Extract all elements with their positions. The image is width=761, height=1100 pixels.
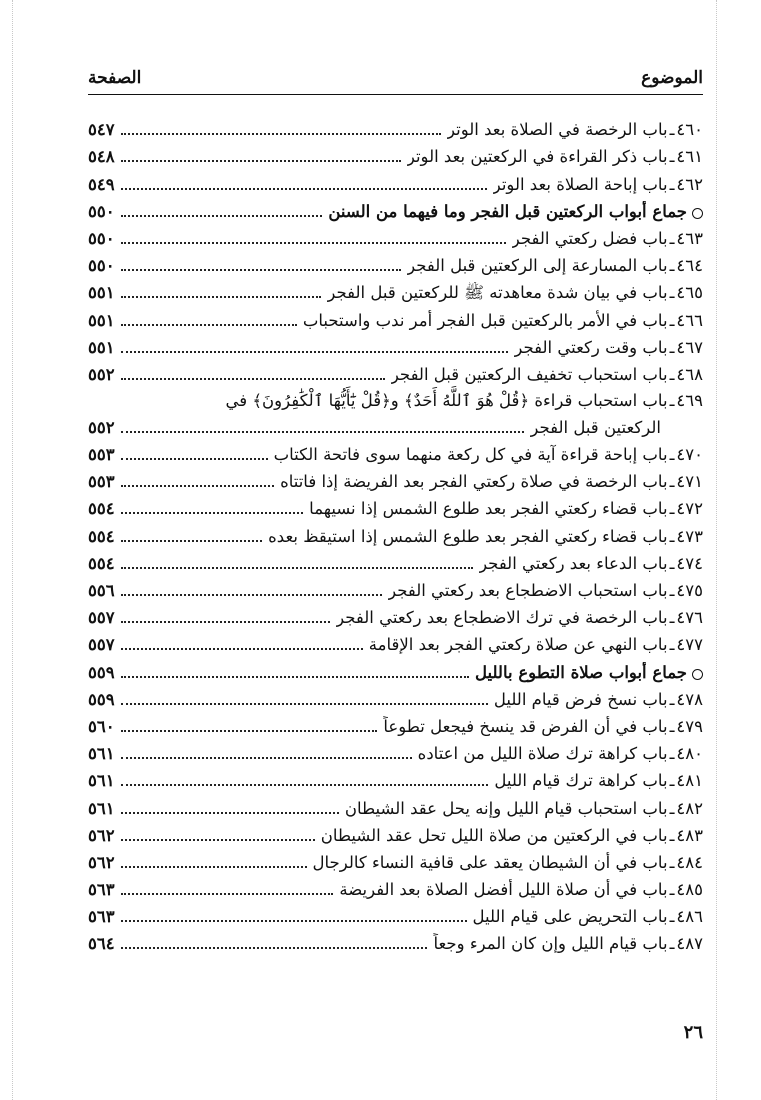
entry-number: ٤٧٤ xyxy=(676,553,703,573)
entry-separator: ـ xyxy=(669,364,675,384)
entry-title: باب قضاء ركعتي الفجر بعد طلوع الشمس إذا استيقظ بعده xyxy=(268,526,668,546)
entry-separator: ـ xyxy=(669,120,675,140)
entry-title: باب في الركعتين من صلاة الليل تحل عقد الشيطان xyxy=(320,825,668,845)
entry-number: ٤٧٩ xyxy=(676,716,703,736)
entry-separator: ـ xyxy=(669,228,675,248)
table-of-contents xyxy=(88,114,703,955)
entry-page-number: ٥٥٩ xyxy=(88,662,115,682)
toc-entry xyxy=(88,874,703,901)
dot-leader xyxy=(121,594,383,596)
entry-title: باب في الأمر بالركعتين قبل الفجر أمر ندب واستحباب xyxy=(302,310,668,330)
dot-leader xyxy=(121,839,315,841)
dot-leader xyxy=(121,512,304,514)
entry-number: ٤٦٧ xyxy=(676,337,703,357)
entry-number: ٤٨٥ xyxy=(676,880,703,900)
entry-title: باب كراهة ترك قيام الليل xyxy=(494,771,668,791)
toc-entry xyxy=(88,493,703,520)
dot-leader xyxy=(121,269,402,271)
entry-page-number: ٥٥٩ xyxy=(88,689,115,709)
entry-separator: ـ xyxy=(669,635,675,655)
toc-entry xyxy=(88,168,703,195)
entry-number: ٤٨٤ xyxy=(676,852,703,872)
entry-page-number: ٥٥٠ xyxy=(88,201,115,221)
entry-title: باب النهي عن صلاة ركعتي الفجر بعد الإقامة xyxy=(368,635,668,655)
entry-separator: ـ xyxy=(669,852,675,872)
dot-leader xyxy=(121,324,297,326)
toc-entry xyxy=(88,141,703,168)
entry-separator: ـ xyxy=(669,689,675,709)
entry-page-number: ٥٦١ xyxy=(88,798,115,818)
dot-leader xyxy=(121,485,274,487)
toc-entry xyxy=(88,711,703,738)
entry-page-number: ٥٥٣ xyxy=(88,445,115,465)
entry-page-number: ٥٥١ xyxy=(88,337,115,357)
entry-separator: ـ xyxy=(669,445,675,465)
entry-page-number: ٥٦١ xyxy=(88,744,115,764)
dot-leader xyxy=(121,621,331,623)
toc-entry xyxy=(88,792,703,819)
entry-page-number: ٥٥٧ xyxy=(88,635,115,655)
toc-entry xyxy=(88,847,703,874)
entry-page-number: ٥٦١ xyxy=(88,771,115,791)
entry-number: ٤٦٥ xyxy=(676,283,703,303)
toc-entry xyxy=(88,575,703,602)
entry-number: ٤٨٠ xyxy=(676,744,703,764)
toc-entry xyxy=(88,359,703,386)
toc-entry xyxy=(88,738,703,765)
entry-number: ٤٨٢ xyxy=(676,798,703,818)
dot-leader xyxy=(121,378,385,380)
entry-number: ٤٧٢ xyxy=(676,499,703,519)
entry-number: ٤٧١ xyxy=(676,472,703,492)
entry-page-number: ٥٦٢ xyxy=(88,852,115,872)
dot-leader xyxy=(121,812,339,814)
entry-page-number: ٥٥١ xyxy=(88,283,115,303)
entry-number: ٤٧٣ xyxy=(676,526,703,546)
dot-leader xyxy=(121,757,412,759)
page-column-label: الصفحة xyxy=(88,68,142,88)
entry-page-number: ٥٥٤ xyxy=(88,499,115,519)
toc-entry xyxy=(88,684,703,711)
entry-title: باب في أن صلاة الليل أفضل الصلاة بعد الفريضة xyxy=(339,880,668,900)
dot-leader xyxy=(121,188,487,190)
entry-title: باب قضاء ركعتي الفجر بعد طلوع الشمس إذا نسيهما xyxy=(309,499,668,519)
entry-title: باب استحباب الاضطجاع بعد ركعتي الفجر xyxy=(388,581,668,600)
entry-separator: ـ xyxy=(669,147,675,167)
entry-page-number: ٥٤٨ xyxy=(88,147,115,167)
entry-title: باب الرخصة في الصلاة بعد الوتر xyxy=(447,120,668,140)
dot-leader xyxy=(121,676,469,678)
entry-title-continuation: الركعتين قبل الفجر xyxy=(530,417,661,437)
dot-leader xyxy=(121,947,428,949)
entry-title: باب في أن الفرض قد ينسخ فيجعل تطوعاً xyxy=(383,716,668,736)
toc-entry-continuation xyxy=(88,412,703,439)
entry-separator: ـ xyxy=(669,526,675,546)
entry-title: باب استحباب قيام الليل وإنه يحل عقد الشيطان xyxy=(344,798,668,818)
entry-separator: ـ xyxy=(669,934,675,954)
toc-entry xyxy=(88,386,703,412)
entry-page-number: ٥٦٤ xyxy=(88,934,115,954)
entry-title: جماع أبواب صلاة التطوع بالليل xyxy=(475,662,687,682)
entry-page-number: ٥٥٤ xyxy=(88,526,115,546)
toc-entry xyxy=(88,820,703,847)
toc-entry xyxy=(88,548,703,575)
entry-number: ٤٦١ xyxy=(676,147,703,167)
entry-separator: ـ xyxy=(669,256,675,276)
entry-number: ٤٨١ xyxy=(676,771,703,791)
entry-page-number: ٥٦٣ xyxy=(88,880,115,900)
toc-entry xyxy=(88,602,703,629)
entry-separator: ـ xyxy=(669,337,675,357)
entry-title: باب فضل ركعتي الفجر xyxy=(511,228,668,248)
entry-page-number: ٥٦٠ xyxy=(88,716,115,736)
dot-leader xyxy=(121,920,467,922)
dot-leader xyxy=(121,242,506,244)
entry-separator: ـ xyxy=(669,553,675,573)
entry-title: باب إباحة قراءة آية في كل ركعة منهما سوى فاتحة الكتاب xyxy=(273,445,668,465)
dot-leader xyxy=(121,160,401,162)
toc-section-heading xyxy=(88,656,703,683)
toc-entry xyxy=(88,466,703,493)
entry-number: ٤٨٦ xyxy=(676,907,703,927)
entry-title: باب كراهة ترك صلاة الليل من اعتاده xyxy=(417,744,668,764)
entry-page-number: ٥٥٢ xyxy=(88,417,115,437)
circle-bullet-icon xyxy=(692,208,703,219)
entry-title: باب في بيان شدة معاهدته ﷺ للركعتين قبل الفجر xyxy=(327,283,668,303)
dot-leader xyxy=(121,567,473,569)
entry-page-number: ٥٥٠ xyxy=(88,228,115,248)
entry-separator: ـ xyxy=(669,771,675,791)
dot-leader xyxy=(121,431,525,433)
entry-title: باب ذكر القراءة في الركعتين بعد الوتر xyxy=(406,147,668,167)
entry-separator: ـ xyxy=(669,608,675,628)
toc-entry xyxy=(88,520,703,547)
entry-number: ٤٦٢ xyxy=(676,174,703,194)
entry-page-number: ٥٥٦ xyxy=(88,581,115,600)
toc-entry xyxy=(88,928,703,955)
dot-leader xyxy=(121,893,334,895)
toc-entry xyxy=(88,304,703,331)
scan-margin-line xyxy=(12,0,13,1100)
toc-header xyxy=(88,66,703,95)
entry-title: باب المسارعة إلى الركعتين قبل الفجر xyxy=(407,256,668,276)
entry-number: ٤٦٤ xyxy=(676,256,703,276)
dot-leader xyxy=(121,296,322,298)
entry-separator: ـ xyxy=(669,472,675,492)
toc-entry xyxy=(88,277,703,304)
entry-title: باب الدعاء بعد ركعتي الفجر xyxy=(479,553,668,573)
entry-number: ٤٦٩ xyxy=(676,390,703,410)
toc-entry xyxy=(88,223,703,250)
entry-page-number: ٥٥٧ xyxy=(88,608,115,628)
dot-leader xyxy=(121,703,488,705)
entry-separator: ـ xyxy=(669,907,675,927)
dot-leader xyxy=(121,648,363,650)
dot-leader xyxy=(121,784,489,786)
entry-page-number: ٥٥٤ xyxy=(88,553,115,573)
entry-separator: ـ xyxy=(669,499,675,519)
page-number: ٢٦ xyxy=(683,1022,703,1043)
entry-title: باب استحباب قراءة ﴿قُلْ هُوَ ٱللَّهُ أَحَدٌ﴾ و﴿قُلْ يَٰٓأَيُّهَا ٱلْكَٰفِرُونَ﴾ في xyxy=(225,390,668,410)
scan-margin-line xyxy=(716,0,717,1100)
entry-number: ٤٧٠ xyxy=(676,445,703,465)
dot-leader xyxy=(121,133,441,135)
entry-title: باب وقت ركعتي الفجر xyxy=(514,337,668,357)
dot-leader xyxy=(121,866,307,868)
entry-separator: ـ xyxy=(669,744,675,764)
dot-leader xyxy=(121,540,263,542)
toc-section-heading xyxy=(88,196,703,223)
entry-separator: ـ xyxy=(669,174,675,194)
entry-title: باب الرخصة في ترك الاضطجاع بعد ركعتي الفجر xyxy=(336,608,668,628)
entry-number: ٤٧٧ xyxy=(676,635,703,655)
dot-leader xyxy=(121,458,268,460)
topic-column-label: الموضوع xyxy=(641,68,703,88)
dot-leader xyxy=(121,730,378,732)
entry-page-number: ٥٥٢ xyxy=(88,364,115,384)
entry-title: باب التحريض على قيام الليل xyxy=(472,907,668,927)
entry-separator: ـ xyxy=(669,716,675,736)
entry-page-number: ٥٤٧ xyxy=(88,120,115,140)
toc-entry xyxy=(88,439,703,466)
entry-title: جماع أبواب الركعتين قبل الفجر وما فيهما من السنن xyxy=(328,201,687,221)
entry-page-number: ٥٥٣ xyxy=(88,472,115,492)
entry-separator: ـ xyxy=(669,581,675,600)
entry-page-number: ٥٥١ xyxy=(88,310,115,330)
entry-title: باب إباحة الصلاة بعد الوتر xyxy=(492,174,668,194)
toc-entry xyxy=(88,332,703,359)
toc-entry xyxy=(88,114,703,141)
entry-number: ٤٨٧ xyxy=(676,934,703,954)
entry-number: ٤٦٠ xyxy=(676,120,703,140)
entry-number: ٤٦٣ xyxy=(676,228,703,248)
entry-title: باب نسخ فرض قيام الليل xyxy=(493,689,668,709)
entry-number: ٤٦٨ xyxy=(676,364,703,384)
entry-title: باب استحباب تخفيف الركعتين قبل الفجر xyxy=(390,364,668,384)
entry-separator: ـ xyxy=(669,798,675,818)
entry-page-number: ٥٤٩ xyxy=(88,174,115,194)
entry-title: باب الرخصة في صلاة ركعتي الفجر بعد الفريضة إذا فاتتاه xyxy=(280,472,668,492)
entry-page-number: ٥٥٠ xyxy=(88,256,115,276)
entry-number: ٤٨٣ xyxy=(676,825,703,845)
entry-number: ٤٧٨ xyxy=(676,689,703,709)
entry-separator: ـ xyxy=(669,390,675,410)
dot-leader xyxy=(121,351,509,353)
toc-entry xyxy=(88,765,703,792)
entry-page-number: ٥٦٢ xyxy=(88,825,115,845)
entry-separator: ـ xyxy=(669,310,675,330)
entry-page-number: ٥٦٣ xyxy=(88,907,115,927)
entry-separator: ـ xyxy=(669,283,675,303)
circle-bullet-icon xyxy=(692,669,703,680)
entry-separator: ـ xyxy=(669,880,675,900)
entry-number: ٤٦٦ xyxy=(676,310,703,330)
dot-leader xyxy=(121,215,323,217)
entry-number: ٤٧٥ xyxy=(676,581,703,600)
entry-separator: ـ xyxy=(669,825,675,845)
entry-title: باب قيام الليل وإن كان المرء وجعاً xyxy=(433,934,668,954)
toc-entry xyxy=(88,629,703,656)
entry-title: باب في أن الشيطان يعقد على قافية النساء كالرجال xyxy=(312,852,668,872)
entry-number: ٤٧٦ xyxy=(676,608,703,628)
toc-entry xyxy=(88,250,703,277)
toc-entry xyxy=(88,901,703,928)
